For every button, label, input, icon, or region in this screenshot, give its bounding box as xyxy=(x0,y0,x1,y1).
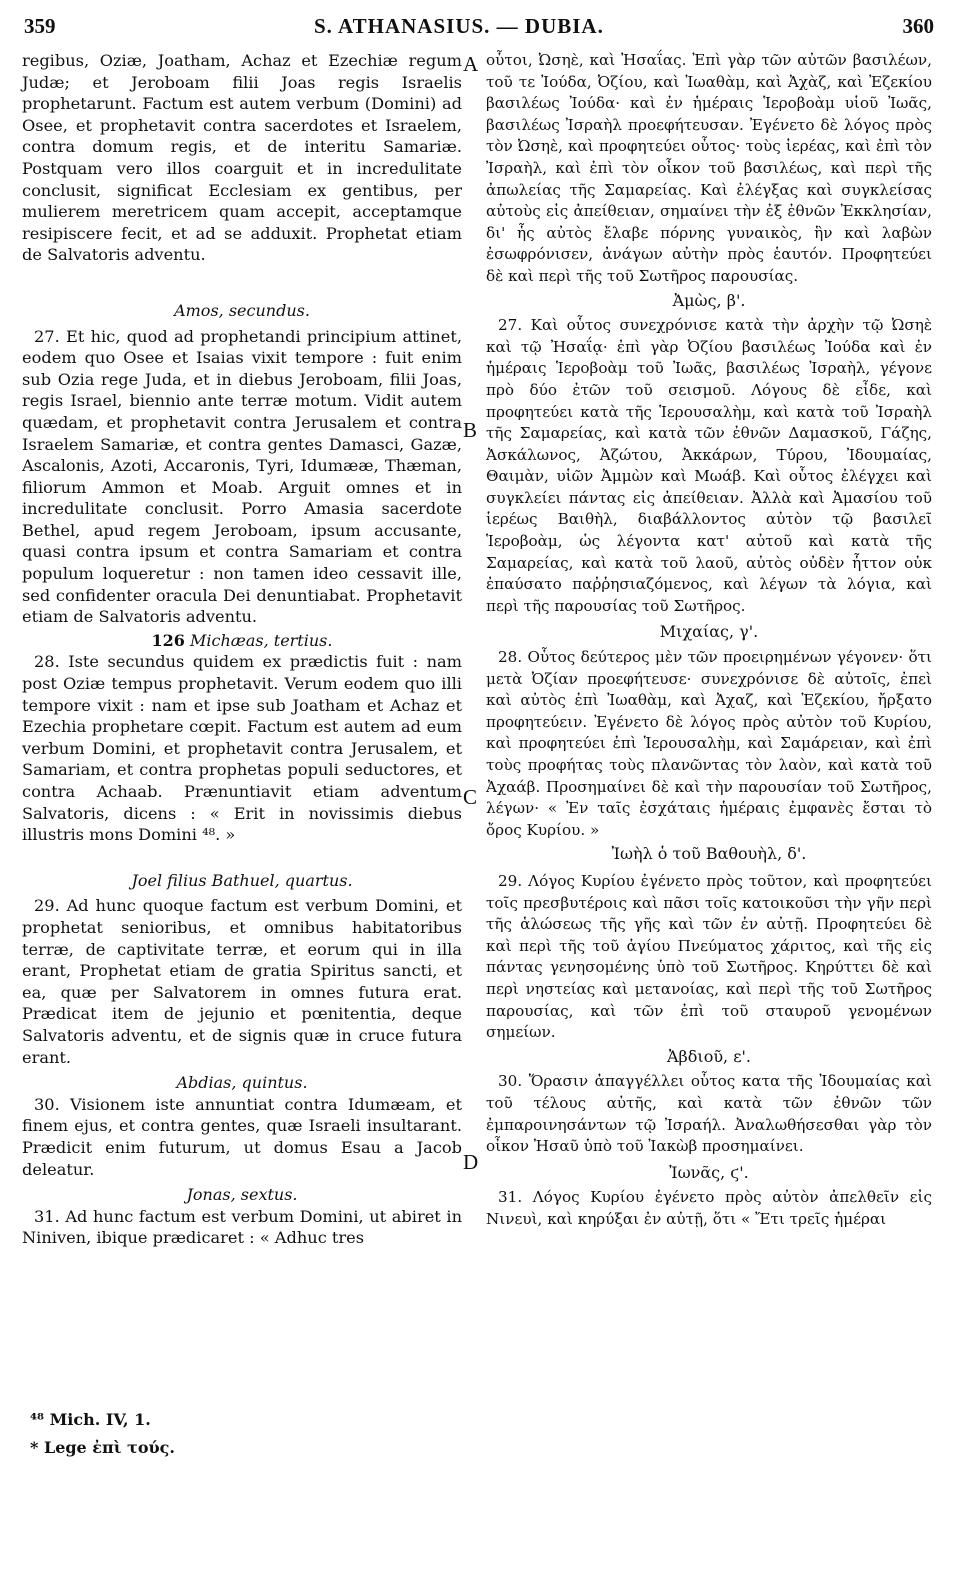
latin-heading-joel: Joel filius Bathuel, quartus. xyxy=(131,870,353,890)
latin-column xyxy=(22,50,462,1249)
greek-column xyxy=(486,50,932,1230)
right-page-number: 360 xyxy=(902,14,934,38)
greek-heading-michaeas: Μιχαίας, γ'. xyxy=(659,622,759,642)
latin-intro: regibus, Oziæ, Joatham, Achaz et Ezechiæ regum Judæ; et Jeroboam filii Joas regis Israelis prophetarunt. Factum est autem verbum (Domini) ad Osee, et prophetavit contra sacerdotes et Israelem, contra domum regis, et de interitu Samariæ. Postquam vero illos coarguit et in incredulitate conclusit, significat Ecclesiam ex gentibus, per mulierem meretricem quam accepit, acceptamque resipiscere fecit, et ad se adduxit. Prophetat etiam de Salvatoris adventu. xyxy=(22,51,462,265)
latin-heading-michaeas: 126 Michæas, tertius. xyxy=(151,630,333,650)
latin-heading-amos: Amos, secundus. xyxy=(174,300,310,320)
running-title: S. ATHANASIUS. — DUBIA. xyxy=(314,14,604,38)
margin-letter-b: B xyxy=(463,418,478,442)
footnotes xyxy=(30,1406,175,1462)
page-header xyxy=(24,10,934,40)
greek-heading-jonas: Ἰωνᾶς, ϛ'. xyxy=(669,1162,749,1182)
greek-paragraph-28: 28. Οὗτος δεύτερος μὲν τῶν προειρημένων γέγονεν· ὅτι μετὰ Ὀζίαν προεφήτευσε· συνεχρόνισε δὲ αὐτοῖς, ἐπεὶ καὶ αὐτὸς ἐπὶ Ἰωαθὰμ, καὶ Ἀχαζ, καὶ Ἐζεκίου, ἤρξατο προφητεύειν. Ἐγένετο δὲ λόγος πρὸς αὐτὸν τοῦ Κυρίου, καὶ προφητεύει ἐπὶ Ἱερουσαλὴμ, καὶ Σαμάρειαν, καὶ ἐπὶ τοὺς προφήτας τοὺς πλανῶντας τὸν λαὸν, καὶ κατὰ τοῦ Ἀχαάβ. Προσημαίνει δὲ καὶ τὴν παρουσίαν τοῦ Σωτῆρος, λέγων· « Ἐν ταῖς ἐσχάταις ἡμέραις ἐμφανὲς ἔσται τὸ ὄρος Κυρίου. » xyxy=(486,648,932,839)
latin-heading-jonas: Jonas, sextus. xyxy=(186,1185,298,1205)
greek-paragraph-29: 29. Λόγος Κυρίου ἐγένετο πρὸς τοῦτον, καὶ προφητεύει τοῖς πρεσβυτέροις καὶ πᾶσι τοῖς κατοικοῦσι τὴν γῆν περὶ τῆς ἁλώσεως τῆς γῆς καὶ τῶν ἐν αὐτῇ. Προφητεύει δὲ καὶ περὶ τῆς τοῦ ἁγίου Πνεύματος χάριτος, καὶ τῆς εἰς πάντας γενησομένης ὑπὸ τοῦ Σωτῆρος. Κηρύττει δὲ καὶ περὶ νηστείας καὶ μετανοίας, καὶ περὶ τῆς τοῦ Σωτῆρος παρουσίας, καὶ τῶν ἐπὶ τοῦ σταυροῦ γενομένων σημείων. xyxy=(486,871,932,1042)
latin-paragraph-27: 27. Et hic, quod ad prophetandi principium attinet, eodem quo Osee et Isaias vixit tempore : fuit enim sub Ozia rege Juda, et in diebus Jeroboam, filii Joas, regis Israel, biennio ante terræ motum. Vidit autem quædam, et prophetavit contra Jerusalem et contra Israelem Samariæ, et contra gentes Damasci, Gazæ, Ascalonis, Azoti, Accaronis, Tyri, Idumææ, Thæman, filiorum Ammon et Moab. Arguit omnes et in incredulitate conclusit. Porro Amasia sacerdote Bethel, apud regem Jeroboam, ipsum accusante, quasi contra ipsum et contra Samariam et contra populum loqueretur : non tamen ideo cessavit ille, sed confidenter oracula Dei denuntiabat. Prophetavit etiam de Salvatoris adventu. xyxy=(22,326,462,627)
greek-paragraph-27: 27. Καὶ οὗτος συνεχρόνισε κατὰ τὴν ἀρχὴν τῷ Ὠσηὲ καὶ τῷ Ἠσαΐᾳ· ἐπὶ γὰρ Ὀζίου βασιλέως Ἰούδα καὶ ἐν ἡμέραις Ἱεροβοὰμ τοῦ Ἰωᾶς, βασιλέως Ἰσραὴλ, γέγονε πρὸ δύο ἐτῶν τοῦ σεισμοῦ. Λόγους δὲ εἶδε, καὶ προφητεύει κατὰ τῆς Ἱερουσαλὴμ, καὶ κατὰ τοῦ Ἰσραὴλ τῆς Σαμαρείας, καὶ κατὰ τῶν ἐθνῶν Δαμασκοῦ, Γάζης, Ἀσκάλωνος, Ἀζώτου, Ἀκκάρων, Τύρου, Ἰδουμαίας, Θαιμὰν, υἱῶν Ἀμμὼν καὶ Μωάβ. Καὶ οὗτος ἐλέγχει καὶ συγκλείει πάντας εἰς ἀπείθειαν. Ἀλλὰ καὶ Ἀμασίου τοῦ ἱερέως Βαιθὴλ, διαβάλλοντος αὐτὸν τῷ βασιλεῖ Ἱεροβοὰμ, ὡς λέγοντα κατ' αὐτοῦ καὶ κατὰ τῆς Σαμαρείας, καὶ κατὰ τοῦ λαοῦ, αὐτὸς οὐδὲν ἧττον οὐκ ἐπαύσατο παῤῥησιαζόμενος, καὶ λέγων τὰ λόγια, καὶ περὶ τῆς παρουσίας τοῦ Σωτῆρος. xyxy=(486,316,932,615)
footnote-star: * Lege ἐπὶ τούς. xyxy=(30,1438,175,1457)
latin-paragraph-30: 30. Visionem iste annuntiat contra Idumæam, et finem ejus, et contra gentes, quæ Israeli insultarant. Prædicit enim futurum, ut domus Esau a Jacob deleatur. xyxy=(22,1094,462,1179)
greek-intro: οὗτοι, Ὠσηὲ, καὶ Ἠσαΐας. Ἐπὶ γὰρ τῶν αὐτῶν βασιλέων, τοῦ τε Ἰούδα, Ὀζίου, καὶ Ἰωαθὰμ, καὶ Ἀχὰζ, καὶ Ἐζεκίου βασιλέως Ἰούδα· καὶ ἐν ἡμέραις Ἱεροβοὰμ υἱοῦ Ἰωᾶς, βασιλέως Ἰσραὴλ προεφήτευσαν. Ἐγένετο δὲ λόγος πρὸς τὸν Ὠσηὲ, καὶ προφητεύει οὗτος· τοὺς ἱερέας, καὶ ἐπὶ τὸν Ἰσραὴλ, καὶ ἐπὶ τὸν οἶκον τοῦ βασιλέως, καὶ περὶ τῆς ἀπωλείας τῆς Σαμαρείας. Καὶ ἐλέγξας καὶ συγκλείσας αὐτοὺς εἰς ἀπείθειαν, σημαίνει τὴν ἐξ ἐθνῶν Ἐκκλησίαν, δι' ἧς αὐτὸς ἔλαβε πόρνης γυναικὸς, ἣν καὶ λαβὼν ἐσωφρόνισεν, ἀνάγων αὐτὴν πρὸς ἑαυτόν. Προφητεύει δὲ καὶ περὶ τῆς τοῦ Σωτῆρος παρουσίας. xyxy=(486,51,932,285)
margin-letter-d: D xyxy=(463,1150,479,1174)
margin-letter-a: A xyxy=(463,52,479,76)
left-page-number: 359 xyxy=(24,14,56,38)
margin-letter-c: C xyxy=(463,785,478,809)
latin-paragraph-29: 29. Ad hunc quoque factum est verbum Domini, et prophetat senioribus, et omnibus habitatoribus terræ, de captivitate terræ, et eorum qui in illa erant, Prophetat etiam de gratia Spiritus sancti, et ea, quæ per Salvatorem in omnes futura erat. Prædicat item de jejunio et pœnitentia, deque Salvatoris adventu, et de signis quæ in cruce futura erant. xyxy=(22,896,462,1067)
greek-heading-amos: Ἀμὼς, β'. xyxy=(672,290,746,310)
latin-paragraph-31: 31. Ad hunc factum est verbum Domini, ut abiret in Niniven, ibique prædicaret : « Adhuc tres xyxy=(22,1206,462,1248)
latin-heading-abdias: Abdias, quintus. xyxy=(176,1073,308,1093)
footnote-48: ⁴⁸ Mich. IV, 1. xyxy=(30,1410,151,1429)
latin-paragraph-28: 28. Iste secundus quidem ex prædictis fuit : nam post Oziæ tempus prophetavit. Verum eodem quo illi tempore vixit : nam et ipse sub Joatham et Achaz et Ezechia prophetare cœpit. Factum est autem ad eum verbum Domini, et prophetavit contra Jerusalem, et Samariam, et contra prophetas populi seductores, et contra Achaab. Prænuntiavit etiam adventum Salvatoris, dicens : « Erit in novissimis diebus illustris mons Domini ⁴⁸. » xyxy=(22,652,462,845)
greek-heading-abdias: Ἀβδιοῦ, ε'. xyxy=(666,1046,751,1066)
margin-number: 126 xyxy=(151,630,185,650)
greek-heading-joel: Ἰωὴλ ὁ τοῦ Βαθουὴλ, δ'. xyxy=(611,844,807,864)
greek-paragraph-30: 30. Ὅρασιν ἀπαγγέλλει οὗτος κατα τῆς Ἰδουμαίας καὶ τοῦ τέλους αὐτῆς, καὶ κατὰ τῶν ἐθνῶν τῶν ἐμπαροινησάντων τῷ Ἰσραήλ. Ἀναλωθήσεσθαι γὰρ τὸν οἶκον Ἠσαῦ ὑπὸ τοῦ Ἰακὼβ προσημαίνει. xyxy=(486,1072,932,1156)
greek-paragraph-31: 31. Λόγος Κυρίου ἐγένετο πρὸς αὐτὸν ἀπελθεῖν εἰς Νινευὶ, καὶ κηρύξαι ἐν αὐτῇ, ὅτι « Ἔτι τρεῖς ἡμέραι xyxy=(486,1188,932,1228)
